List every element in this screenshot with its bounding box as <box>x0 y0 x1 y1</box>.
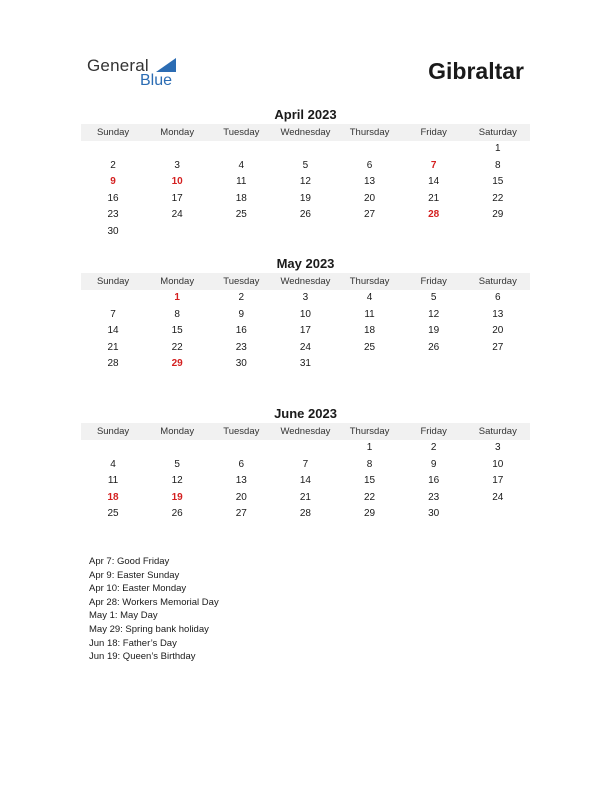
day-cell: 27 <box>364 209 376 221</box>
day-cell: 7 <box>430 159 437 171</box>
day-cell: 2 <box>238 292 245 303</box>
day-cell: 29 <box>171 358 183 370</box>
country-title: Gibraltar <box>428 58 524 84</box>
holiday-entry: Jun 19: Queen’s Birthday <box>89 651 196 663</box>
day-cell: 28 <box>299 508 311 520</box>
empty-day-cell <box>402 141 466 158</box>
day-cell: 5 <box>430 292 437 303</box>
day-cell: 11 <box>364 308 375 320</box>
weekday-thursday: Thursday <box>349 426 390 437</box>
day-cell: 29 <box>364 508 376 520</box>
day-cell: 8 <box>174 308 180 320</box>
day-cell: 21 <box>107 341 119 353</box>
day-cell: 26 <box>428 341 440 353</box>
empty-day-cell <box>145 440 209 457</box>
day-cell: 29 <box>492 209 504 221</box>
empty-day-cell <box>81 290 145 307</box>
day-cell: 24 <box>492 491 504 503</box>
day-cell: 15 <box>492 176 504 188</box>
day-cell: 27 <box>492 341 504 353</box>
day-cell: 8 <box>366 458 373 470</box>
day-cell: 31 <box>299 358 311 370</box>
day-cell: 4 <box>110 458 116 470</box>
holiday-entry: Apr 10: Easter Monday <box>89 583 187 595</box>
day-cell: 12 <box>299 176 311 188</box>
empty-day-cell <box>209 224 273 241</box>
day-cell: 14 <box>299 475 311 487</box>
week-row <box>81 174 530 191</box>
holiday-entry: Apr 7: Good Friday <box>89 556 170 567</box>
day-cell: 14 <box>428 176 440 188</box>
empty-day-cell <box>81 440 145 457</box>
holiday-entry: Apr 28: Workers Memorial Day <box>89 596 219 608</box>
day-cell: 13 <box>235 475 247 487</box>
day-cell: 24 <box>171 209 183 221</box>
weekday-friday: Friday <box>420 127 447 138</box>
empty-day-cell <box>338 356 402 373</box>
day-cell: 1 <box>174 292 180 303</box>
day-cell: 11 <box>107 475 119 487</box>
day-cell: 23 <box>235 341 247 353</box>
day-cell: 18 <box>235 192 247 204</box>
day-cell: 24 <box>299 341 311 353</box>
day-cell: 2 <box>110 159 116 171</box>
weekday-sunday: Sunday <box>96 127 130 138</box>
weekday-wednesday: Wednesday <box>280 276 331 287</box>
week-row <box>81 473 530 490</box>
day-cell: 17 <box>492 475 504 487</box>
day-cell: 17 <box>299 325 311 337</box>
day-cell: 27 <box>235 508 247 520</box>
week-row <box>81 356 530 373</box>
day-cell: 21 <box>299 491 311 503</box>
day-cell: 11 <box>236 176 247 188</box>
week-row <box>81 440 530 457</box>
empty-day-cell <box>145 224 209 241</box>
weekday-wednesday: Wednesday <box>280 426 331 437</box>
day-cell: 28 <box>107 358 119 370</box>
holiday-entry: Jun 18: Father’s Day <box>89 637 177 649</box>
day-cell: 10 <box>492 458 504 470</box>
day-cell: 20 <box>492 325 504 337</box>
month-may <box>81 255 530 373</box>
weekday-header-row <box>81 423 530 440</box>
day-cell: 17 <box>171 192 183 204</box>
day-cell: 21 <box>428 192 440 204</box>
day-cell: 18 <box>107 491 119 503</box>
month-title: April 2023 <box>274 107 337 122</box>
day-cell: 2 <box>430 442 437 453</box>
generalblue-logo <box>87 56 197 92</box>
weekday-saturday: Saturday <box>478 426 517 437</box>
weekday-saturday: Saturday <box>478 276 517 287</box>
day-cell: 8 <box>495 159 501 171</box>
empty-day-cell <box>273 141 337 158</box>
weekday-tuesday: Tuesday <box>223 276 260 287</box>
day-cell: 15 <box>364 475 376 487</box>
day-cell: 20 <box>364 192 376 204</box>
week-row <box>81 207 530 224</box>
weekday-friday: Friday <box>420 426 447 437</box>
month-title: May 2023 <box>276 256 335 271</box>
weekday-tuesday: Tuesday <box>223 127 260 138</box>
day-cell: 3 <box>302 292 309 303</box>
day-cell: 12 <box>428 308 440 320</box>
empty-day-cell <box>466 506 530 523</box>
weekday-saturday: Saturday <box>478 127 517 138</box>
week-row <box>81 506 530 523</box>
day-cell: 9 <box>238 308 245 320</box>
day-cell: 6 <box>238 458 245 470</box>
day-cell: 16 <box>107 192 119 204</box>
empty-day-cell <box>466 224 530 241</box>
day-cell: 13 <box>364 176 376 188</box>
day-cell: 19 <box>428 325 440 337</box>
empty-day-cell <box>209 440 273 457</box>
day-cell: 22 <box>171 341 183 353</box>
holiday-entry: May 1: May Day <box>89 610 158 622</box>
week-row <box>81 191 530 208</box>
day-cell: 26 <box>299 209 311 221</box>
day-cell: 5 <box>302 159 309 171</box>
empty-day-cell <box>338 224 402 241</box>
weekday-thursday: Thursday <box>349 127 390 138</box>
day-cell: 10 <box>299 308 311 320</box>
weekday-monday: Monday <box>160 426 195 437</box>
logo-general-text: General <box>87 56 149 75</box>
week-row <box>81 224 530 241</box>
day-cell: 22 <box>492 192 504 204</box>
day-cell: 23 <box>428 491 440 503</box>
day-cell: 10 <box>171 176 183 188</box>
logo-triangle-icon <box>156 58 176 72</box>
day-cell: 12 <box>171 475 183 487</box>
day-cell: 30 <box>428 508 440 520</box>
day-cell: 16 <box>235 325 247 337</box>
day-cell: 15 <box>171 325 183 337</box>
day-cell: 1 <box>495 143 501 154</box>
logo-blue-text: Blue <box>140 72 173 89</box>
day-cell: 9 <box>110 176 116 188</box>
day-cell: 23 <box>107 209 119 221</box>
weekday-monday: Monday <box>160 276 195 287</box>
day-cell: 25 <box>364 341 376 353</box>
empty-day-cell <box>338 141 402 158</box>
weekday-sunday: Sunday <box>96 426 130 437</box>
holiday-entry: May 29: Spring bank holiday <box>89 623 209 635</box>
empty-day-cell <box>145 141 209 158</box>
week-row <box>81 323 530 340</box>
month-april <box>81 106 530 241</box>
day-cell: 30 <box>107 225 119 237</box>
empty-day-cell <box>402 356 466 373</box>
weekday-friday: Friday <box>420 276 447 287</box>
day-cell: 22 <box>364 491 376 503</box>
empty-day-cell <box>273 224 337 241</box>
empty-day-cell <box>209 141 273 158</box>
month-title: June 2023 <box>274 406 337 421</box>
day-cell: 20 <box>235 491 247 503</box>
weekday-tuesday: Tuesday <box>223 426 260 437</box>
day-cell: 3 <box>495 442 501 453</box>
day-cell: 18 <box>364 325 376 337</box>
weekday-sunday: Sunday <box>96 276 130 287</box>
week-row <box>81 307 530 324</box>
day-cell: 6 <box>366 159 373 171</box>
week-row <box>81 457 530 474</box>
day-cell: 25 <box>107 508 119 520</box>
weekday-header-row <box>81 273 530 290</box>
day-cell: 30 <box>235 358 247 370</box>
holiday-list <box>89 555 219 664</box>
weekday-monday: Monday <box>160 127 195 138</box>
empty-day-cell <box>273 440 337 457</box>
month-june <box>81 405 530 523</box>
day-cell: 9 <box>430 458 437 470</box>
empty-day-cell <box>81 141 145 158</box>
weekday-header-row <box>81 124 530 141</box>
week-row <box>81 290 530 307</box>
day-cell: 4 <box>366 292 373 303</box>
day-cell: 4 <box>238 159 245 171</box>
empty-day-cell <box>402 224 466 241</box>
week-row <box>81 340 530 357</box>
day-cell: 3 <box>174 159 180 171</box>
weekday-wednesday: Wednesday <box>280 127 331 138</box>
day-cell: 1 <box>366 442 373 453</box>
week-row <box>81 141 530 158</box>
week-row <box>81 158 530 175</box>
day-cell: 7 <box>302 458 309 470</box>
day-cell: 25 <box>235 209 247 221</box>
day-cell: 28 <box>428 209 440 221</box>
day-cell: 6 <box>495 292 501 303</box>
empty-day-cell <box>466 356 530 373</box>
day-cell: 19 <box>299 192 311 204</box>
week-row <box>81 490 530 507</box>
weekday-thursday: Thursday <box>349 276 390 287</box>
day-cell: 26 <box>171 508 183 520</box>
day-cell: 5 <box>174 458 180 470</box>
day-cell: 14 <box>107 325 119 337</box>
day-cell: 13 <box>492 308 504 320</box>
holiday-entry: Apr 9: Easter Sunday <box>89 569 180 581</box>
day-cell: 19 <box>171 491 183 503</box>
day-cell: 16 <box>428 475 440 487</box>
day-cell: 7 <box>110 308 116 320</box>
